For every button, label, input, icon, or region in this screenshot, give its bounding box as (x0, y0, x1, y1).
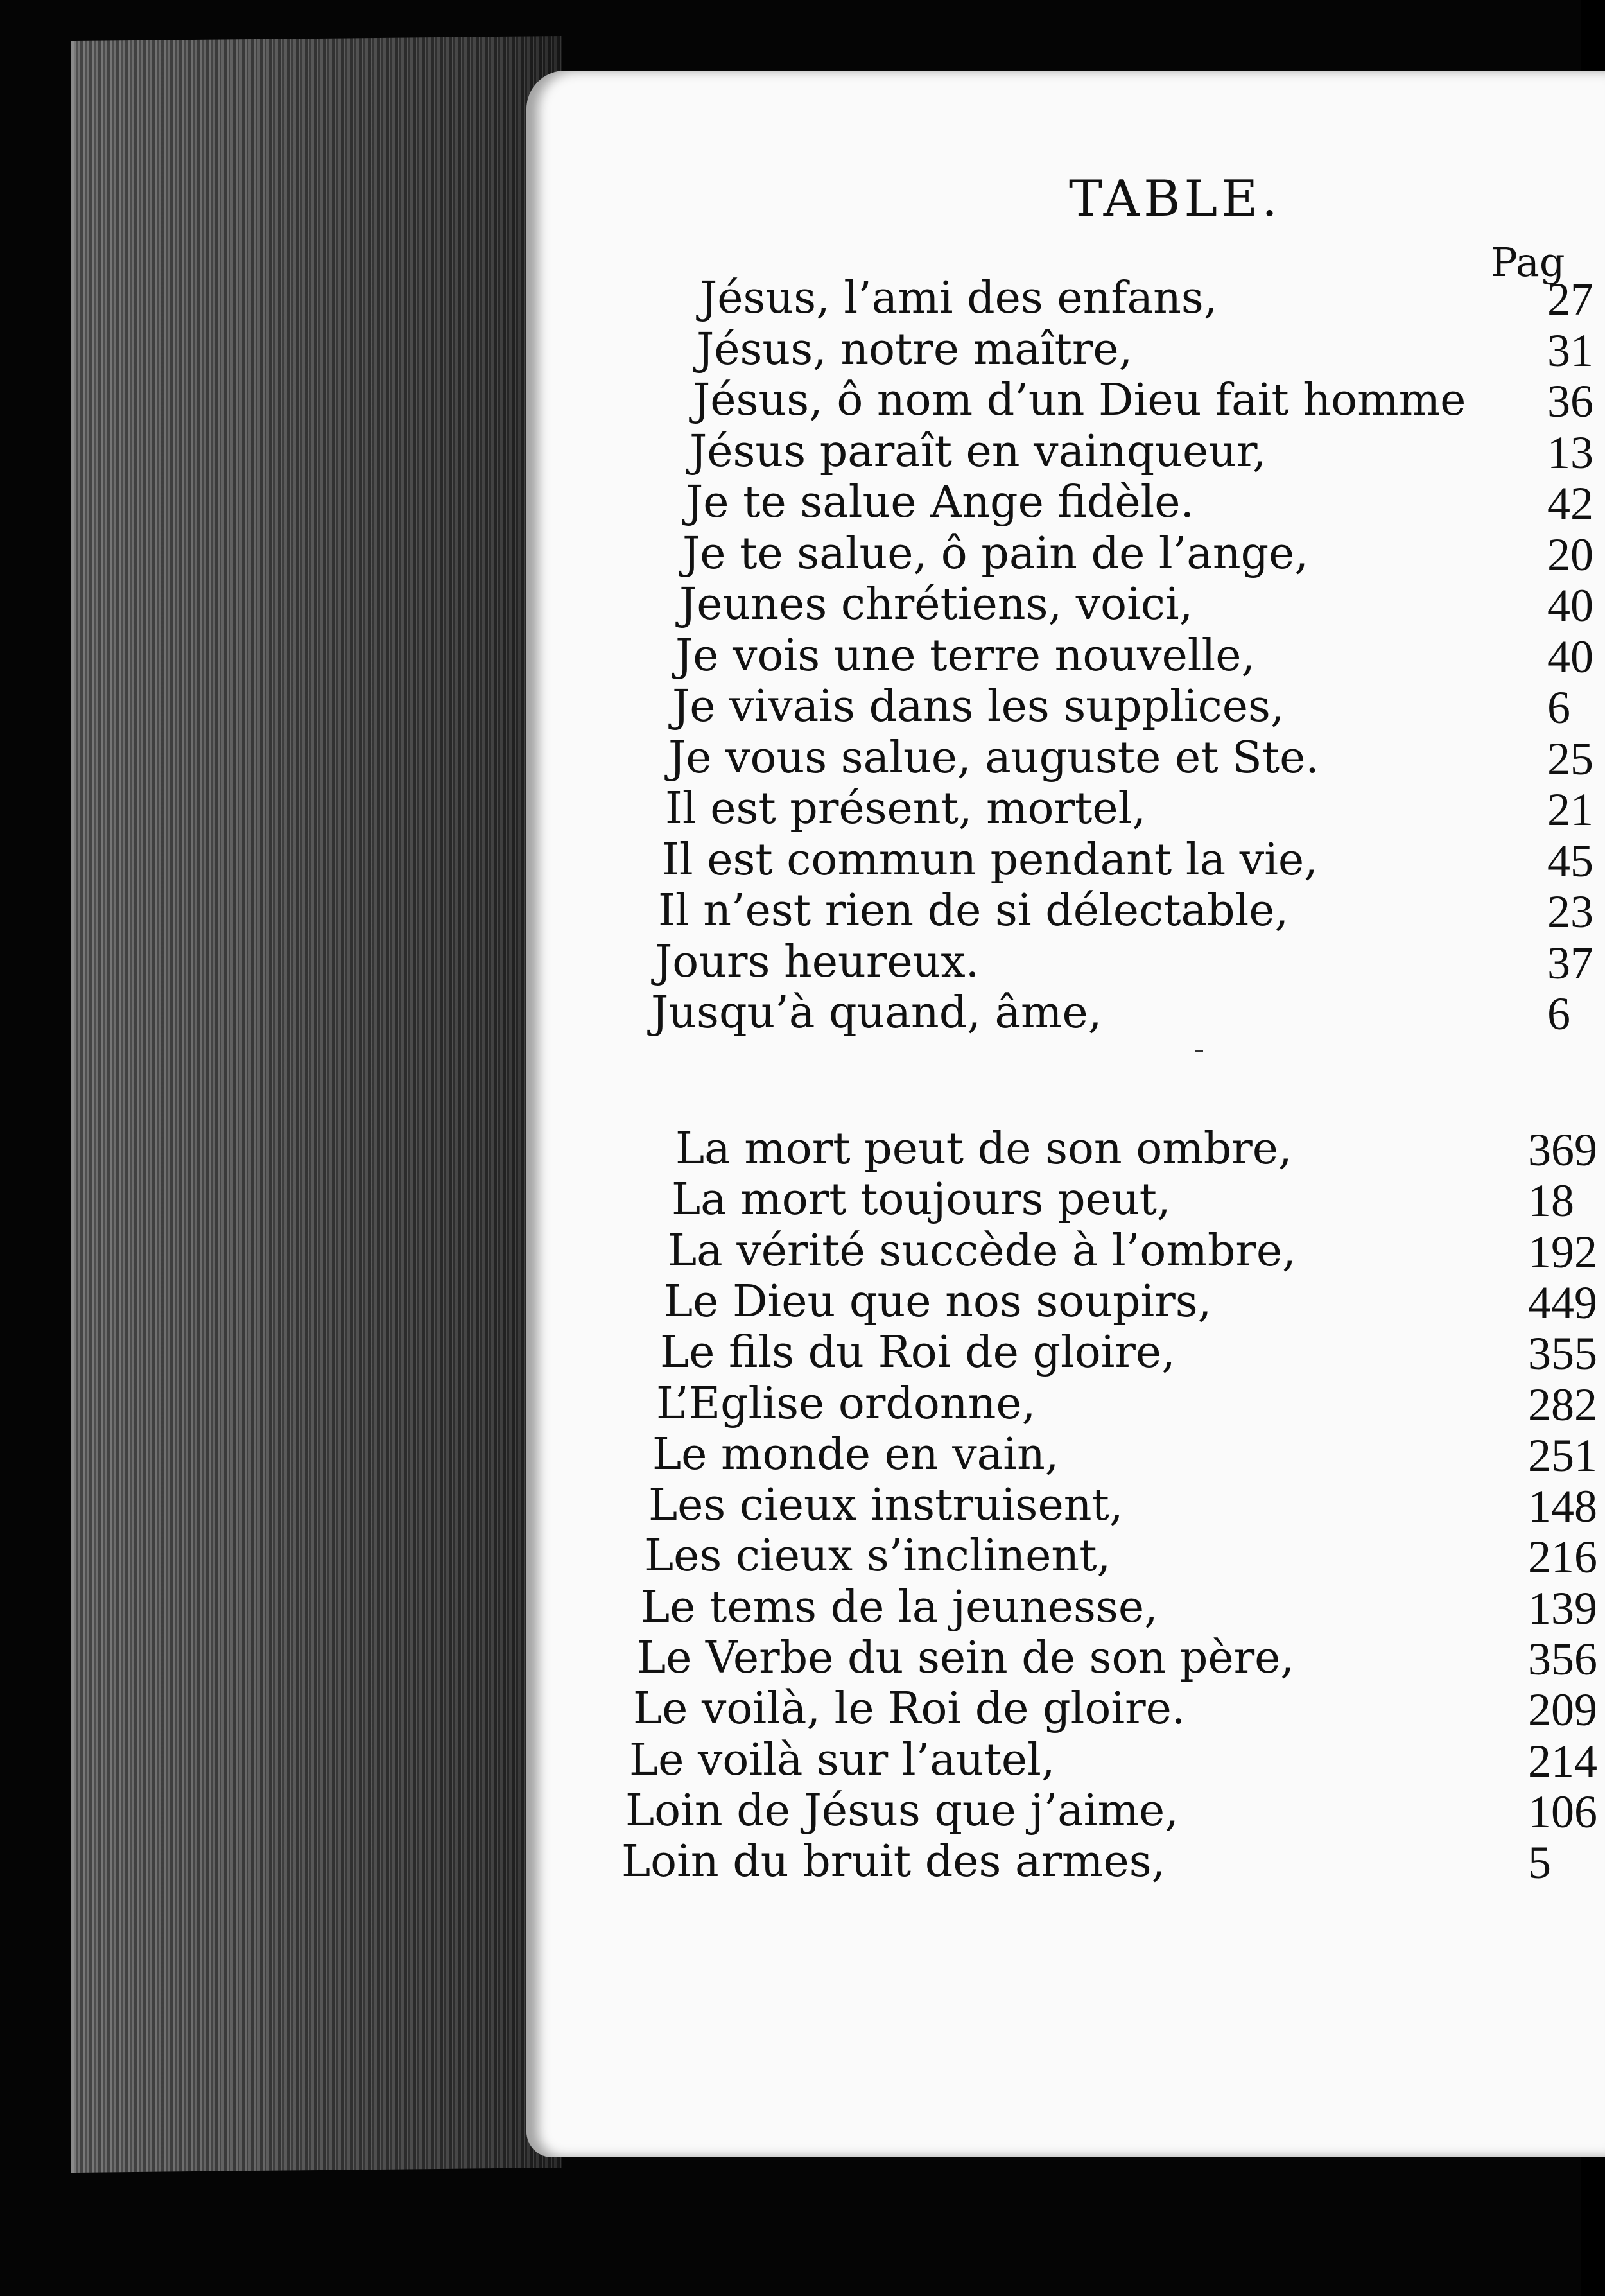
entry-page-number: 216 (1528, 1531, 1597, 1583)
index-entry (665, 783, 1593, 835)
entry-title: Il n’est rien de si délectable, (658, 885, 1289, 936)
entry-title: Je vous salue, auguste et Ste. (668, 733, 1319, 783)
entry-title: Jésus, l’ami des enfans, (700, 273, 1218, 324)
entry-page-number: 18 (1528, 1175, 1574, 1226)
index-entry (629, 1735, 1597, 1787)
entry-page-number: 214 (1528, 1735, 1597, 1787)
entry-page-number: 356 (1528, 1633, 1597, 1685)
entry-title: Loin de Jésus que j’aime, (625, 1786, 1179, 1836)
entry-page-number: 139 (1528, 1583, 1597, 1634)
entry-title: Les cieux s’inclinent, (645, 1531, 1111, 1581)
entry-title: La vérité succède à l’ombre, (668, 1226, 1296, 1276)
index-entry (621, 1836, 1581, 1888)
entry-page-number: 5 (1528, 1837, 1551, 1888)
entry-page-number: 40 (1547, 580, 1593, 631)
entry-page-number: 13 (1547, 427, 1593, 478)
index-entry (700, 273, 1593, 325)
index-entry (660, 1327, 1597, 1379)
index-entry (668, 1226, 1597, 1278)
entry-title: Jusqu’à quand, âme, (651, 987, 1102, 1038)
entry-page-number: 40 (1547, 631, 1593, 683)
entry-page-number: 355 (1528, 1328, 1597, 1379)
entry-page-number: 209 (1528, 1684, 1597, 1735)
entry-page-number: 449 (1528, 1277, 1597, 1328)
stray-mark (1195, 1050, 1203, 1052)
entry-page-number: 282 (1528, 1379, 1597, 1431)
index-entry (686, 477, 1593, 529)
index-entry (641, 1582, 1597, 1634)
entry-title: Le voilà, le Roi de gloire. (633, 1683, 1186, 1734)
entry-page-number: 23 (1547, 886, 1593, 937)
index-entry (675, 1124, 1597, 1176)
entry-page-number: 37 (1547, 937, 1593, 989)
entry-title: Le Dieu que nos soupirs, (664, 1276, 1212, 1327)
index-entry (679, 579, 1593, 631)
index-entry (672, 681, 1581, 733)
index-entry (645, 1531, 1597, 1583)
entry-page-number: 20 (1547, 529, 1593, 580)
entry-page-number: 21 (1547, 784, 1593, 835)
entry-page-number: 106 (1528, 1786, 1597, 1838)
page-column-label: Pag (1491, 239, 1565, 286)
entry-page-number: 36 (1547, 376, 1593, 427)
index-entry (633, 1683, 1597, 1735)
entry-page-number: 192 (1528, 1226, 1597, 1278)
entry-title: Je te salue Ange fidèle. (686, 477, 1195, 528)
entry-title: Jésus, notre maître, (697, 324, 1133, 375)
index-entry (648, 1480, 1597, 1532)
index-entry (652, 1429, 1597, 1481)
entry-title: Il est présent, mortel, (665, 783, 1146, 834)
entry-title: La mort peut de son ombre, (675, 1124, 1292, 1174)
index-entry (662, 835, 1593, 887)
entry-page-number: 31 (1547, 325, 1593, 376)
entry-page-number: 6 (1547, 682, 1570, 733)
entry-title: Le fils du Roi de gloire, (660, 1327, 1176, 1378)
entry-title: Je te salue, ô pain de l’ange, (682, 528, 1309, 579)
entry-title: Jésus paraît en vainqueur, (690, 426, 1267, 477)
index-entry (651, 987, 1581, 1039)
entry-title: Jésus, ô nom d’un Dieu fait homme (693, 375, 1466, 426)
index-entry (664, 1276, 1597, 1328)
entry-title: L’Eglise ordonne, (656, 1378, 1036, 1429)
entry-title: Le Verbe du sein de son père, (637, 1633, 1295, 1683)
entry-page-number: 369 (1528, 1124, 1597, 1176)
page-title: TABLE. (1069, 170, 1281, 228)
entry-title: Jours heureux. (655, 937, 980, 987)
entry-page-number: 25 (1547, 733, 1593, 785)
entry-page-number: 251 (1528, 1430, 1597, 1481)
index-entry (672, 1174, 1581, 1226)
index-entry (655, 937, 1593, 989)
index-entry (693, 375, 1593, 427)
entry-page-number: 45 (1547, 835, 1593, 887)
index-entry (690, 426, 1593, 478)
entry-page-number: 42 (1547, 478, 1593, 529)
entry-title: La mort toujours peut, (672, 1174, 1171, 1225)
entry-title: Je vois une terre nouvelle, (675, 631, 1256, 681)
entry-page-number: 27 (1547, 274, 1593, 325)
entry-title: Le monde en vain, (652, 1429, 1059, 1480)
index-entry (656, 1378, 1597, 1431)
entry-title: Je vivais dans les supplices, (672, 681, 1285, 732)
entry-title: Les cieux instruisent, (648, 1480, 1124, 1531)
index-entry (637, 1633, 1597, 1685)
entry-page-number: 6 (1547, 988, 1570, 1039)
entry-title: Le voilà sur l’autel, (629, 1735, 1055, 1786)
entry-title: Jeunes chrétiens, voici, (679, 579, 1193, 630)
entry-title: Loin du bruit des armes, (621, 1836, 1166, 1887)
entry-page-number: 148 (1528, 1481, 1597, 1532)
index-entry (697, 324, 1593, 376)
index-entry (682, 528, 1593, 580)
index-entry (625, 1786, 1597, 1838)
entry-title: Le tems de la jeunesse, (641, 1582, 1158, 1633)
entry-title: Il est commun pendant la vie, (662, 835, 1318, 885)
index-entry (668, 733, 1593, 785)
index-entry (658, 885, 1593, 937)
index-entry (675, 631, 1593, 683)
